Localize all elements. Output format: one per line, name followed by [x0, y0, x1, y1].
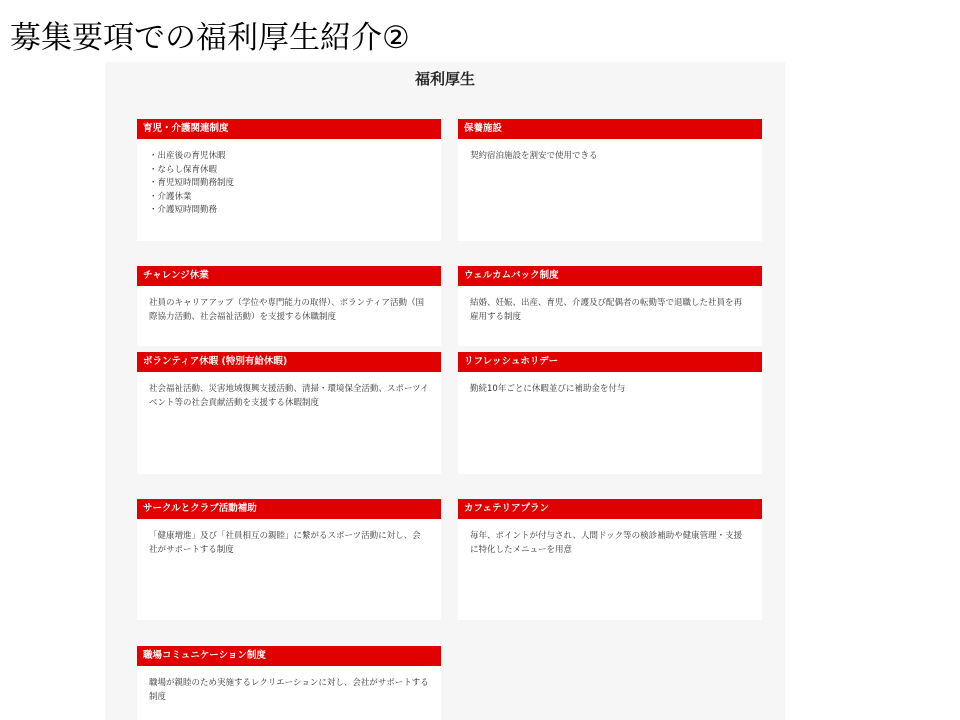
card-welcome-back	[458, 266, 762, 346]
slide-title: 募集要項での福利厚生紹介②	[10, 20, 410, 56]
card-text: 毎年、ポイントが付与され、人間ドック等の検診補助や健康管理・支援に特化したメニューを用意	[470, 531, 743, 555]
card-cafeteria-plan	[458, 499, 762, 620]
card-resort-facilities	[458, 119, 762, 241]
list-item: ・介護短時間勤務	[149, 205, 218, 215]
card-title: 保養施設	[458, 119, 762, 139]
card-body	[137, 139, 441, 218]
card-title: チャレンジ休業	[137, 266, 441, 286]
card-title: ボランティア休暇 (特別有給休暇)	[137, 352, 441, 372]
card-text: 勤続10年ごとに休暇並びに補助金を付与	[470, 384, 626, 394]
card-text: 職場が親睦のため実施するレクリエーションに対し、会社がサポートする制度	[149, 678, 429, 702]
card-text: 「健康増進」及び「社員相互の親睦」に繋がるスポーツ活動に対し、会社がサポートする制度	[149, 531, 421, 555]
card-body	[458, 286, 762, 324]
card-title: 職場コミュニケーション制度	[137, 646, 441, 666]
card-challenge-leave	[137, 266, 441, 346]
card-text: 契約宿泊施設を割安で使用できる	[470, 151, 598, 161]
card-body	[458, 519, 762, 557]
card-title: サークルとクラブ活動補助	[137, 499, 441, 519]
card-volunteer-leave	[137, 352, 441, 474]
card-text: 結婚、妊娠、出産、育児、介護及び配偶者の転勤等で退職した社員を再雇用する制度	[470, 298, 743, 322]
benefit-list	[149, 150, 429, 218]
card-workplace-communication	[137, 646, 441, 720]
card-club-activities	[137, 499, 441, 620]
card-title: リフレッシュホリデー	[458, 352, 762, 372]
card-body	[458, 372, 762, 397]
list-item: ・ならし保育休暇	[149, 164, 218, 175]
card-refresh-holiday	[458, 352, 762, 474]
card-text: 社会福祉活動、災害地域復興支援活動、清掃・環境保全活動、スポーツイベント等の社会貢献活動を支援する休暇制度	[149, 384, 429, 408]
card-title: 育児・介護関連制度	[137, 119, 441, 139]
card-text: 社員のキャリアアップ（学位や専門能力の取得）、ボランティア活動（国際協力活動、社会福祉活動）を支援する休職制度	[149, 298, 424, 322]
list-item: ・育児短時間勤務制度	[149, 178, 235, 188]
list-item: ・出産後の育児休暇	[149, 151, 226, 161]
list-item: ・介護休業	[149, 191, 192, 202]
card-title: ウェルカムバック制度	[458, 266, 762, 286]
card-body	[458, 139, 762, 164]
panel-heading: 福利厚生	[414, 70, 475, 88]
benefits-panel	[105, 62, 785, 720]
card-body	[137, 519, 441, 557]
card-body	[137, 286, 441, 324]
card-childcare-nursing	[137, 119, 441, 241]
card-title: カフェテリアプラン	[458, 499, 762, 519]
card-body	[137, 372, 441, 410]
card-body	[137, 666, 441, 704]
